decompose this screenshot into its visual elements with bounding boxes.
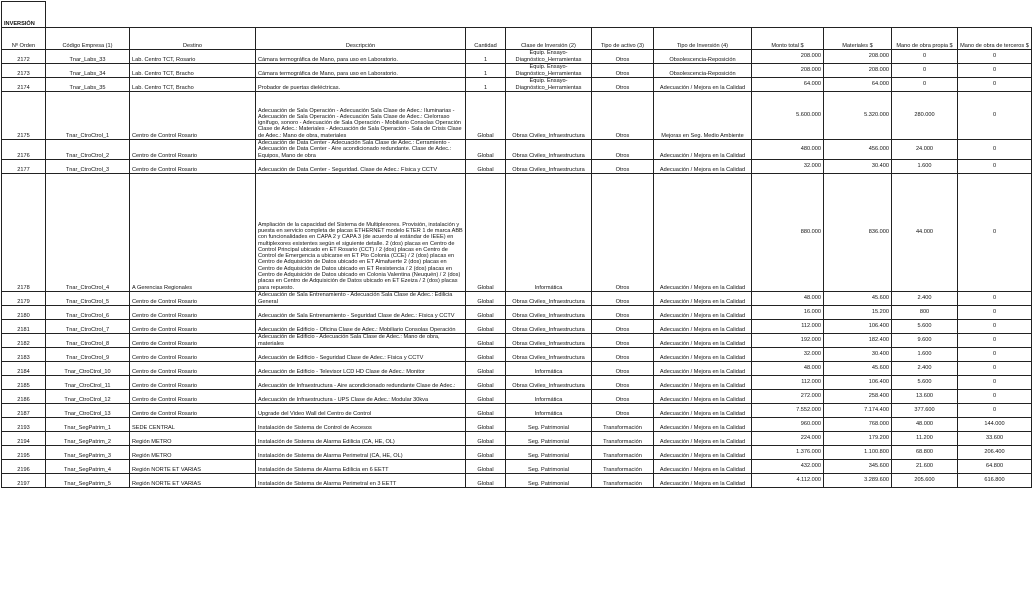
cell-n-orden: 2195 <box>2 445 46 459</box>
cell-destino: Centro de Control Rosario <box>130 159 256 173</box>
cell-cantidad: Global <box>466 140 506 160</box>
cell-descripcion: Adecuación de Data Center - Adecuación Sala Clase de Adec.: Cerramiento - Adecuación de Data Center - Aire acondicionado redundante. Clase de Adec.: Equipos, Mano de obra <box>256 140 466 160</box>
cell-codigo: Tnar_CtroCtrol_10 <box>46 361 130 375</box>
cell-destino: Lab. Centro TCT, Bracho <box>130 78 256 92</box>
cell-tipo-activo: Otros <box>592 305 654 319</box>
cell-monto-total: 208.000 <box>752 64 824 78</box>
cell-materiales: 1.100.800 <box>824 445 892 459</box>
cell-clase: Obras Civiles_Infraestructura <box>506 159 592 173</box>
cell-mano-terceros: 0 <box>958 305 1032 319</box>
table-body <box>2 50 1032 488</box>
cell-materiales: 768.000 <box>824 417 892 431</box>
cell-descripcion: Cámara termográfica de Mano, para uso en Laboratorio. <box>256 64 466 78</box>
cell-clase: Obras Civiles_Infraestructura <box>506 92 592 140</box>
table-row <box>2 459 1032 473</box>
table-row <box>2 305 1032 319</box>
cell-materiales: 7.174.400 <box>824 403 892 417</box>
cell-mano-terceros: 0 <box>958 78 1032 92</box>
cell-tipo-inversion: Adecuación / Mejora en la Calidad <box>654 173 752 291</box>
cell-tipo-inversion: Adecuación / Mejora en la Calidad <box>654 431 752 445</box>
cell-destino: Centro de Control Rosario <box>130 333 256 347</box>
cell-clase: Obras Civiles_Infraestructura <box>506 347 592 361</box>
cell-descripcion: Adecuación de Edificio - Oficina Clase de Adec.: Mobiliario Consolas Operación <box>256 319 466 333</box>
cell-n-orden: 2176 <box>2 140 46 160</box>
cell-monto-total: 960.000 <box>752 417 824 431</box>
cell-cantidad: Global <box>466 333 506 347</box>
cell-descripcion: Adecuación de Infraestructura - Aire acondicionado redundante Clase de Adec.: <box>256 375 466 389</box>
cell-tipo-inversion: Adecuación / Mejora en la Calidad <box>654 78 752 92</box>
cell-mano-propia: 0 <box>892 78 958 92</box>
cell-destino: Centro de Control Rosario <box>130 403 256 417</box>
cell-descripcion: Instalación de Sistema de Alarma Perimetral (CA, HE, OL) <box>256 445 466 459</box>
cell-codigo: Tnar_CtroCtrol_8 <box>46 333 130 347</box>
cell-tipo-inversion: Adecuación / Mejora en la Calidad <box>654 403 752 417</box>
cell-n-orden: 2172 <box>2 50 46 64</box>
cell-codigo: Tnar_CtroCtrol_7 <box>46 319 130 333</box>
cell-clase: Equip. Ensayo-Diagnóstico_Herramientas <box>506 50 592 64</box>
cell-monto-total: 224.000 <box>752 431 824 445</box>
cell-clase: Seg. Patrimonial <box>506 417 592 431</box>
cell-monto-total: 48.000 <box>752 291 824 305</box>
cell-codigo: Tnar_Labs_34 <box>46 64 130 78</box>
cell-cantidad: Global <box>466 431 506 445</box>
investment-table <box>1 1 1032 488</box>
cell-mano-propia: 13.600 <box>892 389 958 403</box>
cell-destino: Lab. Centro TCT, Rosario <box>130 50 256 64</box>
cell-tipo-inversion: Adecuación / Mejora en la Calidad <box>654 140 752 160</box>
cell-descripcion: Adecuación de Edificio - Televisor LCD HD Clase de Adec.: Monitor <box>256 361 466 375</box>
cell-codigo: Tnar_Labs_35 <box>46 78 130 92</box>
cell-cantidad: Global <box>466 417 506 431</box>
table-row <box>2 347 1032 361</box>
cell-cantidad: Global <box>466 159 506 173</box>
cell-mano-propia: 0 <box>892 64 958 78</box>
cell-materiales: 30.400 <box>824 159 892 173</box>
cell-codigo: Tnar_CtroCtrol_5 <box>46 291 130 305</box>
cell-n-orden: 2182 <box>2 333 46 347</box>
cell-n-orden: 2187 <box>2 403 46 417</box>
cell-tipo-activo: Otros <box>592 291 654 305</box>
cell-clase: Obras Civiles_Infraestructura <box>506 140 592 160</box>
cell-cantidad: Global <box>466 291 506 305</box>
cell-clase: Informática <box>506 361 592 375</box>
cell-monto-total: 1.376.000 <box>752 445 824 459</box>
cell-mano-propia: 800 <box>892 305 958 319</box>
cell-n-orden: 2175 <box>2 92 46 140</box>
cell-mano-propia: 44.000 <box>892 173 958 291</box>
cell-cantidad: Global <box>466 92 506 140</box>
cell-descripcion: Adecuación de Sala Operación - Adecuación Sala Clase de Adec.: Iluminarias - Adecuación de Sala Operación - Adecuación Sala Clase de Adec.: Cielorraso ignífugo, sonoro - Adecuación de Sala Operación - Mobiliario Consolas Operación Clase de Adec.: Materiales - Adecuación de Sala Operación - Sala de Crisis Clase de Adec.: Mano de obra, materiales <box>256 92 466 140</box>
cell-monto-total: 112.000 <box>752 319 824 333</box>
cell-cantidad: Global <box>466 459 506 473</box>
cell-materiales: 258.400 <box>824 389 892 403</box>
cell-clase: Seg. Patrimonial <box>506 473 592 487</box>
cell-destino: Centro de Control Rosario <box>130 140 256 160</box>
cell-codigo: Tnar_CtroCtrol_3 <box>46 159 130 173</box>
cell-descripcion: Instalación de Sistema de Alarma Edilicia en 6 EETT <box>256 459 466 473</box>
cell-n-orden: 2183 <box>2 347 46 361</box>
cell-destino: Región NORTE ET VARIAS <box>130 459 256 473</box>
cell-mano-terceros: 64.800 <box>958 459 1032 473</box>
cell-clase: Informática <box>506 389 592 403</box>
cell-monto-total: 32.000 <box>752 347 824 361</box>
table-row <box>2 361 1032 375</box>
cell-codigo: Tnar_SegPatrim_4 <box>46 459 130 473</box>
cell-cantidad: Global <box>466 403 506 417</box>
table-row <box>2 140 1032 160</box>
cell-codigo: Tnar_CtroCtrol_4 <box>46 173 130 291</box>
cell-monto-total: 208.000 <box>752 50 824 64</box>
cell-monto-total: 4.112.000 <box>752 473 824 487</box>
cell-mano-terceros: 33.600 <box>958 431 1032 445</box>
cell-mano-propia: 2.400 <box>892 291 958 305</box>
cell-tipo-activo: Otros <box>592 319 654 333</box>
header-destino: Destino <box>130 28 256 50</box>
cell-n-orden: 2173 <box>2 64 46 78</box>
header-descripcion: Descripción <box>256 28 466 50</box>
cell-destino: Centro de Control Rosario <box>130 305 256 319</box>
cell-tipo-inversion: Adecuación / Mejora en la Calidad <box>654 361 752 375</box>
cell-tipo-inversion: Adecuación / Mejora en la Calidad <box>654 389 752 403</box>
cell-clase: Equip. Ensayo-Diagnóstico_Herramientas <box>506 64 592 78</box>
cell-n-orden: 2179 <box>2 291 46 305</box>
cell-tipo-activo: Otros <box>592 375 654 389</box>
cell-materiales: 179.200 <box>824 431 892 445</box>
cell-destino: Centro de Control Rosario <box>130 319 256 333</box>
cell-tipo-activo: Otros <box>592 347 654 361</box>
cell-codigo: Tnar_SegPatrim_3 <box>46 445 130 459</box>
cell-monto-total: 272.000 <box>752 389 824 403</box>
table-row <box>2 159 1032 173</box>
cell-mano-terceros: 0 <box>958 92 1032 140</box>
cell-codigo: Tnar_CtroCtrol_9 <box>46 347 130 361</box>
cell-n-orden: 2174 <box>2 78 46 92</box>
cell-destino: Centro de Control Rosario <box>130 92 256 140</box>
cell-mano-terceros: 0 <box>958 159 1032 173</box>
cell-tipo-activo: Otros <box>592 64 654 78</box>
cell-mano-propia: 48.000 <box>892 417 958 431</box>
cell-cantidad: Global <box>466 319 506 333</box>
header-clase: Clase de Inversión (2) <box>506 28 592 50</box>
cell-n-orden: 2197 <box>2 473 46 487</box>
cell-tipo-inversion: Adecuación / Mejora en la Calidad <box>654 347 752 361</box>
cell-mano-terceros: 0 <box>958 50 1032 64</box>
cell-mano-propia: 280.000 <box>892 92 958 140</box>
table-row <box>2 389 1032 403</box>
cell-monto-total: 5.600.000 <box>752 92 824 140</box>
cell-materiales: 30.400 <box>824 347 892 361</box>
cell-mano-terceros: 0 <box>958 64 1032 78</box>
cell-tipo-activo: Otros <box>592 173 654 291</box>
cell-tipo-activo: Otros <box>592 50 654 64</box>
cell-tipo-activo: Otros <box>592 78 654 92</box>
cell-n-orden: 2194 <box>2 431 46 445</box>
cell-cantidad: Global <box>466 445 506 459</box>
cell-materiales: 3.289.600 <box>824 473 892 487</box>
table-row <box>2 403 1032 417</box>
cell-monto-total: 64.000 <box>752 78 824 92</box>
cell-codigo: Tnar_CtroCtrol_6 <box>46 305 130 319</box>
cell-tipo-inversion: Adecuación / Mejora en la Calidad <box>654 333 752 347</box>
cell-cantidad: 1 <box>466 78 506 92</box>
cell-descripcion: Adecuación de Data Center - Seguridad. Clase de Adec.: Física y CCTV <box>256 159 466 173</box>
cell-mano-propia: 0 <box>892 50 958 64</box>
cell-tipo-inversion: Adecuación / Mejora en la Calidad <box>654 417 752 431</box>
header-cantidad: Cantidad <box>466 28 506 50</box>
cell-destino: Centro de Control Rosario <box>130 361 256 375</box>
cell-n-orden: 2180 <box>2 305 46 319</box>
cell-tipo-activo: Otros <box>592 403 654 417</box>
cell-clase: Obras Civiles_Infraestructura <box>506 305 592 319</box>
cell-materiales: 15.200 <box>824 305 892 319</box>
cell-clase: Seg. Patrimonial <box>506 431 592 445</box>
cell-clase: Obras Civiles_Infraestructura <box>506 291 592 305</box>
header-monto-total: Monto total $ <box>752 28 824 50</box>
cell-n-orden: 2177 <box>2 159 46 173</box>
cell-n-orden: 2178 <box>2 173 46 291</box>
table-row <box>2 92 1032 140</box>
cell-destino: A Gerencias Regionales <box>130 173 256 291</box>
cell-mano-terceros: 0 <box>958 403 1032 417</box>
table-row <box>2 78 1032 92</box>
header-n-orden: Nº Orden <box>2 28 46 50</box>
cell-mano-propia: 9.600 <box>892 333 958 347</box>
cell-materiales: 45.600 <box>824 361 892 375</box>
cell-destino: Región METRO <box>130 431 256 445</box>
sheet-title: INVERSIÓN <box>2 2 46 28</box>
cell-mano-propia: 11.200 <box>892 431 958 445</box>
cell-tipo-inversion: Mejoras en Seg. Medio Ambiente <box>654 92 752 140</box>
table-row <box>2 319 1032 333</box>
cell-monto-total: 48.000 <box>752 361 824 375</box>
table-row <box>2 173 1032 291</box>
cell-mano-propia: 5.600 <box>892 375 958 389</box>
cell-cantidad: Global <box>466 361 506 375</box>
cell-codigo: Tnar_SegPatrim_2 <box>46 431 130 445</box>
cell-tipo-inversion: Adecuación / Mejora en la Calidad <box>654 375 752 389</box>
table-row <box>2 50 1032 64</box>
cell-tipo-activo: Transformación <box>592 431 654 445</box>
cell-mano-propia: 377.600 <box>892 403 958 417</box>
cell-cantidad: Global <box>466 389 506 403</box>
cell-descripcion: Instalación de Sistema de Alarma Perimetral en 3 EETT <box>256 473 466 487</box>
header-mano-terceros: Mano de obra de terceros $ <box>958 28 1032 50</box>
cell-destino: Centro de Control Rosario <box>130 291 256 305</box>
cell-descripcion: Adecuación de Sala Entrenamiento - Adecuación Sala Clase de Adec.: Edilicia General <box>256 291 466 305</box>
cell-monto-total: 192.000 <box>752 333 824 347</box>
cell-tipo-activo: Otros <box>592 361 654 375</box>
cell-monto-total: 16.000 <box>752 305 824 319</box>
cell-codigo: Tnar_SegPatrim_5 <box>46 473 130 487</box>
cell-mano-propia: 24.000 <box>892 140 958 160</box>
cell-mano-propia: 68.800 <box>892 445 958 459</box>
cell-cantidad: Global <box>466 173 506 291</box>
cell-clase: Obras Civiles_Infraestructura <box>506 333 592 347</box>
cell-cantidad: Global <box>466 347 506 361</box>
table-row <box>2 473 1032 487</box>
cell-tipo-activo: Transformación <box>592 473 654 487</box>
cell-clase: Equip. Ensayo-Diagnóstico_Herramientas <box>506 78 592 92</box>
header-materiales: Materiales $ <box>824 28 892 50</box>
cell-mano-terceros: 0 <box>958 319 1032 333</box>
cell-mano-terceros: 0 <box>958 347 1032 361</box>
table-row <box>2 333 1032 347</box>
cell-n-orden: 2193 <box>2 417 46 431</box>
cell-materiales: 45.600 <box>824 291 892 305</box>
cell-tipo-activo: Otros <box>592 159 654 173</box>
cell-materiales: 208.000 <box>824 64 892 78</box>
cell-descripcion: Adecuación de Infraestructura - UPS Clase de Adec.: Modular 30kva <box>256 389 466 403</box>
header-row <box>2 28 1032 50</box>
cell-tipo-activo: Otros <box>592 140 654 160</box>
cell-mano-propia: 21.600 <box>892 459 958 473</box>
table-row <box>2 445 1032 459</box>
cell-cantidad: Global <box>466 375 506 389</box>
cell-tipo-activo: Transformación <box>592 417 654 431</box>
cell-mano-terceros: 616.800 <box>958 473 1032 487</box>
cell-destino: Lab. Centro TCT, Bracho <box>130 64 256 78</box>
cell-mano-propia: 1.600 <box>892 159 958 173</box>
cell-clase: Seg. Patrimonial <box>506 459 592 473</box>
cell-descripcion: Instalación de Sistema de Control de Accesos <box>256 417 466 431</box>
cell-materiales: 456.000 <box>824 140 892 160</box>
cell-tipo-activo: Transformación <box>592 445 654 459</box>
spreadsheet-page <box>1 1 1031 590</box>
cell-descripcion: Cámara termográfica de Mano, para uso en Laboratorio. <box>256 50 466 64</box>
cell-materiales: 106.400 <box>824 319 892 333</box>
cell-tipo-activo: Otros <box>592 389 654 403</box>
cell-tipo-inversion: Obsolescencia-Reposición <box>654 50 752 64</box>
cell-codigo: Tnar_SegPatrim_1 <box>46 417 130 431</box>
header-codigo: Código Empresa (1) <box>46 28 130 50</box>
table-row <box>2 431 1032 445</box>
cell-destino: Centro de Control Rosario <box>130 389 256 403</box>
cell-clase: Informática <box>506 403 592 417</box>
cell-tipo-inversion: Obsolescencia-Reposición <box>654 64 752 78</box>
cell-descripcion: Probador de puertas dieléctricas. <box>256 78 466 92</box>
cell-materiales: 64.000 <box>824 78 892 92</box>
cell-clase: Obras Civiles_Infraestructura <box>506 319 592 333</box>
header-mano-propia: Mano de obra propia $ <box>892 28 958 50</box>
cell-monto-total: 32.000 <box>752 159 824 173</box>
cell-mano-propia: 5.600 <box>892 319 958 333</box>
cell-monto-total: 7.552.000 <box>752 403 824 417</box>
cell-materiales: 106.400 <box>824 375 892 389</box>
cell-cantidad: Global <box>466 305 506 319</box>
cell-n-orden: 2184 <box>2 361 46 375</box>
cell-destino: Centro de Control Rosario <box>130 375 256 389</box>
cell-mano-propia: 205.600 <box>892 473 958 487</box>
cell-materiales: 182.400 <box>824 333 892 347</box>
cell-descripcion: Ampliación de la capacidad del Sistema de Multiplexores. Provisión, instalación y puesta en servicio completa de placas ETHERNET modelo ETER 1 de marca ABB con funcionalidades en CAPA 2 y CAPA 3 (de acuerdo al estándar de IEEE) en multiplexores existentes según el siguiente detalle. 2 (dos) placas en Centro de Control Principal ubicado en ET Rosario (CCT) / 2 (dos) placas en Centro de Control de Emergencia a ubicarse en ET Pto Colonia (CCE) / 2 (dos) placas en Centro de Adquisición de Datos ubicado en ET Almafuerte 2 (dos) placas en Centro de Adquisición de Datos ubicado en ET Resistencia / 2 (dos) placas en Centro de Adquisición de Datos ubicado en Colonia Valentina (Neuquén) / 2 (dos) placas en Centro de Adquisición de Datos ubicado en ET Ezeiza / 2 (dos) placas para repuesto. <box>256 173 466 291</box>
cell-n-orden: 2185 <box>2 375 46 389</box>
cell-descripcion: Adecuación de Sala Entrenamiento - Seguridad Clase de Adec.: Física y CCTV <box>256 305 466 319</box>
cell-monto-total: 880.000 <box>752 173 824 291</box>
cell-descripcion: Adecuación de Edificio - Seguridad Clase de Adec.: Física y CCTV <box>256 347 466 361</box>
cell-materiales: 208.000 <box>824 50 892 64</box>
cell-materiales: 836.000 <box>824 173 892 291</box>
table-row <box>2 64 1032 78</box>
cell-n-orden: 2196 <box>2 459 46 473</box>
cell-tipo-inversion: Adecuación / Mejora en la Calidad <box>654 445 752 459</box>
cell-mano-terceros: 0 <box>958 389 1032 403</box>
cell-cantidad: 1 <box>466 64 506 78</box>
cell-tipo-inversion: Adecuación / Mejora en la Calidad <box>654 459 752 473</box>
table-row <box>2 291 1032 305</box>
cell-mano-terceros: 206.400 <box>958 445 1032 459</box>
cell-tipo-activo: Otros <box>592 333 654 347</box>
cell-mano-terceros: 0 <box>958 375 1032 389</box>
cell-codigo: Tnar_CtroCtrol_11 <box>46 375 130 389</box>
cell-codigo: Tnar_CtroCtrol_1 <box>46 92 130 140</box>
cell-monto-total: 432.000 <box>752 459 824 473</box>
cell-codigo: Tnar_CtroCtrol_2 <box>46 140 130 160</box>
cell-destino: Región NORTE ET VARIAS <box>130 473 256 487</box>
cell-mano-terceros: 144.000 <box>958 417 1032 431</box>
cell-codigo: Tnar_CtroCtrol_12 <box>46 389 130 403</box>
cell-cantidad: 1 <box>466 50 506 64</box>
cell-descripcion: Instalación de Sistema de Alarma Edilicia (CA, HE, OL) <box>256 431 466 445</box>
cell-tipo-inversion: Adecuación / Mejora en la Calidad <box>654 159 752 173</box>
header-tipo-activo: Tipo de activo (3) <box>592 28 654 50</box>
cell-clase: Obras Civiles_Infraestructura <box>506 375 592 389</box>
table-row <box>2 417 1032 431</box>
cell-destino: Centro de Control Rosario <box>130 347 256 361</box>
cell-monto-total: 112.000 <box>752 375 824 389</box>
cell-clase: Informática <box>506 173 592 291</box>
cell-tipo-activo: Transformación <box>592 459 654 473</box>
cell-cantidad: Global <box>466 473 506 487</box>
cell-descripcion: Adecuación de Edificio - Adecuación Sala Clase de Adec.: Mano de obra, materiales <box>256 333 466 347</box>
cell-tipo-inversion: Adecuación / Mejora en la Calidad <box>654 473 752 487</box>
cell-descripcion: Upgrade del Video Wall del Centro de Control <box>256 403 466 417</box>
cell-n-orden: 2186 <box>2 389 46 403</box>
cell-destino: Región METRO <box>130 445 256 459</box>
cell-clase: Seg. Patrimonial <box>506 445 592 459</box>
cell-codigo: Tnar_CtroCtrol_13 <box>46 403 130 417</box>
cell-mano-terceros: 0 <box>958 361 1032 375</box>
table-row <box>2 375 1032 389</box>
cell-mano-terceros: 0 <box>958 291 1032 305</box>
cell-materiales: 345.600 <box>824 459 892 473</box>
cell-mano-terceros: 0 <box>958 140 1032 160</box>
cell-mano-propia: 1.600 <box>892 347 958 361</box>
header-tipo-inversion: Tipo de Inversión (4) <box>654 28 752 50</box>
cell-mano-propia: 2.400 <box>892 361 958 375</box>
cell-mano-terceros: 0 <box>958 173 1032 291</box>
cell-tipo-inversion: Adecuación / Mejora en la Calidad <box>654 305 752 319</box>
cell-n-orden: 2181 <box>2 319 46 333</box>
cell-tipo-activo: Otros <box>592 92 654 140</box>
cell-tipo-inversion: Adecuación / Mejora en la Calidad <box>654 319 752 333</box>
cell-mano-terceros: 0 <box>958 333 1032 347</box>
cell-tipo-inversion: Adecuación / Mejora en la Calidad <box>654 291 752 305</box>
cell-materiales: 5.320.000 <box>824 92 892 140</box>
cell-destino: SEDE CENTRAL <box>130 417 256 431</box>
cell-codigo: Tnar_Labs_33 <box>46 50 130 64</box>
cell-monto-total: 480.000 <box>752 140 824 160</box>
